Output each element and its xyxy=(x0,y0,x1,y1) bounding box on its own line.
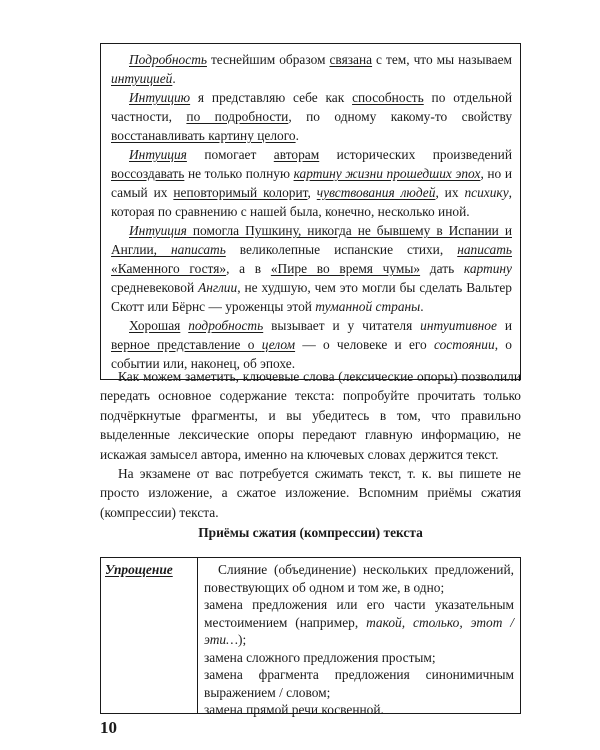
text-run: . xyxy=(295,128,299,143)
text-run: . xyxy=(420,299,424,314)
key-phrase: чувствования людей xyxy=(316,185,436,200)
body-paragraph-1: Как можем заметить, ключевые слова (лексические опоры) позволили передать основное содержание текста: попробуйте прочитать только подчёркнутые фрагменты, и вы убедитесь в том, что правильно выделенные лексические опоры передают главную информацию, не искажая замысел автора, именно на ключевых словах держится текст. xyxy=(100,369,521,462)
key-phrase: картину жизни прошедших эпох xyxy=(293,166,481,181)
text-run: , но и самый их xyxy=(111,166,512,200)
quote-box xyxy=(100,43,521,380)
key-phrase: помогла Пушкину, никогда не бывшему в Испании и Англии, xyxy=(111,223,512,257)
body-paragraph-2: На экзамене от вас потребуется сжимать текст, т. к. вы пишете не просто изложение, а сжатое изложение. Вспомним приёмы сжатия (компрессии) текста. xyxy=(100,466,521,520)
table-line: Слияние (объединение) нескольких предложений, повествующих об одном и том же, в одно; xyxy=(204,562,514,595)
italic-phrase: картину xyxy=(463,261,512,276)
table-label-cell xyxy=(101,558,198,713)
table-line: замена фрагмента предложения синонимичным выражением / словом; xyxy=(204,667,514,700)
italic-phrase: состоянии xyxy=(434,337,495,352)
compression-table xyxy=(100,557,521,717)
key-phrase: Интуицию xyxy=(129,90,191,105)
key-phrase: написать xyxy=(171,242,226,257)
key-phrase: воссоздавать xyxy=(111,166,185,181)
text-run: помогает xyxy=(186,147,274,162)
text-run: теснейшим образом xyxy=(206,52,330,67)
text-run: , о событии или, наконец, об эпохе. xyxy=(111,337,512,371)
text-run: замена предложения или его части указательным местоимением (например, xyxy=(204,597,514,630)
text-run: , их xyxy=(435,185,465,200)
text-run: исторических произведений xyxy=(319,147,513,162)
text-run: великолепные испанские стихи, xyxy=(225,242,458,257)
key-phrase: авторам xyxy=(273,147,320,162)
italic-phrase: психику xyxy=(464,185,509,200)
key-phrase: способность xyxy=(352,90,424,105)
key-phrase: верное представление о xyxy=(111,337,262,352)
text-run: , а в xyxy=(226,261,271,276)
key-phrase: неповторимый колорит xyxy=(173,185,308,200)
text-run: , которая по сравнению с нашей была, конечно, несколько иной. xyxy=(111,185,512,219)
text-run: ); xyxy=(238,632,247,647)
key-phrase: Интуиция xyxy=(129,147,187,162)
text-run: не только полную xyxy=(184,166,294,181)
key-phrase: «Пире во время чумы» xyxy=(270,261,421,276)
text-run: — о человеке и его xyxy=(295,337,434,352)
key-phrase: целом xyxy=(261,337,296,352)
italic-phrase: интуитивное xyxy=(420,318,497,333)
key-phrase: подробность xyxy=(188,318,264,333)
text-run: . xyxy=(172,71,176,86)
italic-phrase: такой, столько, этот /эти… xyxy=(204,614,514,647)
key-phrase: Интуиция xyxy=(129,223,187,238)
main-text xyxy=(100,367,521,522)
text-run: средневековой xyxy=(111,280,199,295)
quote-paragraph-4 xyxy=(111,221,512,316)
key-phrase: Подробность xyxy=(129,52,207,67)
text-run: , по одному какому-то свойству xyxy=(288,109,513,124)
key-phrase: написать xyxy=(457,242,512,257)
table-line xyxy=(204,596,514,649)
table-content-cell xyxy=(198,558,520,717)
quote-paragraph-1 xyxy=(111,50,512,88)
key-phrase: связана xyxy=(329,52,373,67)
section-title: Приёмы сжатия (компрессии) текста xyxy=(198,525,423,540)
quote-paragraph-3 xyxy=(111,145,512,221)
key-phrase: «Каменного гостя» xyxy=(111,261,227,276)
italic-phrase: Англии xyxy=(198,280,238,295)
text-run: вызывает и у читателя xyxy=(263,318,421,333)
text-run: я представляю себе как xyxy=(190,90,353,105)
table-label: Упрощение xyxy=(105,562,173,577)
key-phrase: Хорошая xyxy=(129,318,181,333)
italic-phrase: туманной страны xyxy=(315,299,421,314)
page-number: 10 xyxy=(100,718,117,737)
text-run: дать xyxy=(420,261,464,276)
text-run: , xyxy=(307,185,317,200)
text-run: с тем, что мы называем xyxy=(372,52,512,67)
text-run: по отдельной частности, xyxy=(111,90,512,124)
key-phrase: интуицией xyxy=(111,71,173,86)
text-run: и xyxy=(496,318,512,333)
table-line: замена сложного предложения простым; xyxy=(204,649,436,665)
quote-paragraph-5 xyxy=(111,316,512,373)
table-line: замена прямой речи косвенной. xyxy=(204,702,384,717)
key-phrase: по подробности xyxy=(186,109,289,124)
quote-paragraph-2 xyxy=(111,88,512,145)
key-phrase: восстанавливать картину целого xyxy=(111,128,296,143)
text-run: , не худшую, чем это могли бы сделать Вальтер Скотт или Бёрнс — уроженцы этой xyxy=(111,280,512,314)
